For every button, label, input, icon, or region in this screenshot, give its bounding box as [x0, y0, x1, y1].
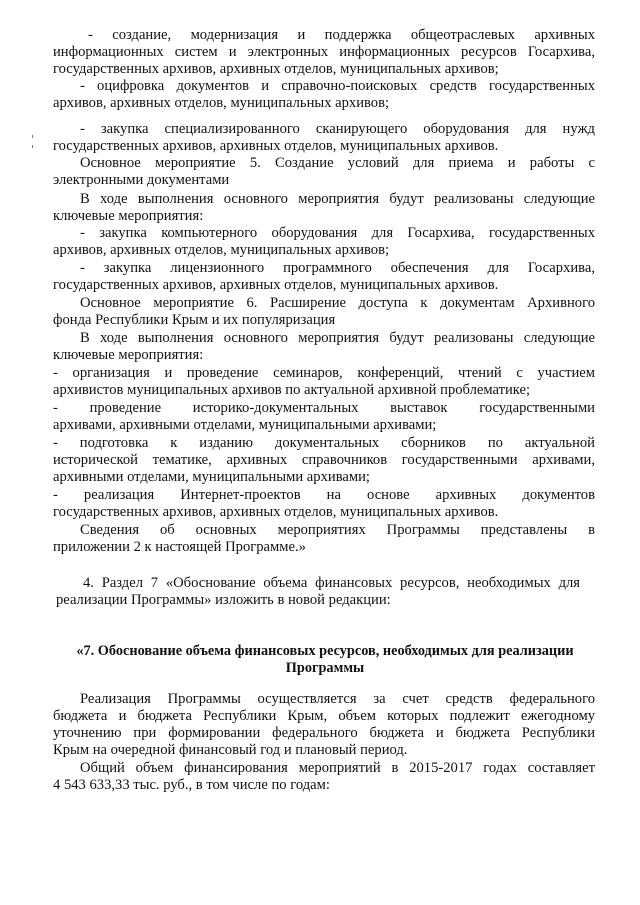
text-line: - проведение историко-документальных выставок государственными: [53, 400, 595, 416]
text-line: государственных архивов, архивных отделов, муниципальных архивов.: [53, 138, 499, 154]
text-line: архивов, архивных отделов, муниципальных архивов;: [53, 95, 390, 111]
text-line: - закупка лицензионного программного обеспечения для Госархива,: [80, 260, 595, 276]
text-line: - закупка специализированного сканирующего оборудования для нужд: [80, 121, 595, 137]
text-line: Основное мероприятие 5. Создание условий для приема и работы с: [80, 155, 595, 171]
text-line: приложении 2 к настоящей Программе.»: [53, 539, 306, 555]
margin-mark: [32, 135, 33, 138]
section-heading: «7. Обоснование объема финансовых ресурсов, необходимых для реализации: [76, 643, 574, 659]
text-line: государственных архивов, архивных отделов, муниципальных архивов.: [53, 504, 499, 520]
text-line: - реализация Интернет-проектов на основе архивных документов: [53, 487, 595, 503]
margin-mark: [32, 145, 33, 148]
text-line: государственных архивов, архивных отделов, муниципальных архивов.: [53, 277, 499, 293]
text-line: уточнению при формировании федерального бюджета и бюджета Республики: [53, 725, 595, 741]
text-line: Реализация Программы осуществляется за счет средств федерального: [80, 691, 595, 707]
text-line: информационных систем и электронных информационных ресурсов Госархива,: [53, 44, 595, 60]
text-line: Основное мероприятие 6. Расширение доступа к документам Архивного: [80, 295, 595, 311]
text-line: государственных архивов, архивных отделов, муниципальных архивов;: [53, 61, 499, 77]
text-line: 4. Раздел 7 «Обоснование объема финансовых ресурсов, необходимых для: [83, 575, 580, 591]
text-line: архивов, архивных отделов, муниципальных архивов;: [53, 242, 390, 258]
text-line: бюджета и бюджета Республики Крым, объем которых подлежит ежегодному: [53, 708, 595, 724]
text-line: - подготовка к изданию документальных сборников по актуальной: [53, 435, 595, 451]
text-line: исторической тематике, архивных справочников государственными архивами,: [53, 452, 595, 468]
text-line: архивными отделами, муниципальными архивами;: [53, 469, 370, 485]
text-line: В ходе выполнения основного мероприятия будут реализованы следующие: [80, 191, 595, 207]
text-line: архивами, архивными отделами, муниципальными архивами;: [53, 417, 437, 433]
text-line: архивистов муниципальных архивов по актуальной архивной проблематике;: [53, 382, 531, 398]
text-line: ключевые мероприятия:: [53, 347, 204, 363]
text-line: В ходе выполнения основного мероприятия будут реализованы следующие: [80, 330, 595, 346]
text-line: электронными документами: [53, 172, 230, 188]
text-line: - оцифровка документов и справочно-поисковых средств государственных: [80, 78, 595, 94]
text-line: - организация и проведение семинаров, конференций, чтений с участием: [53, 365, 595, 381]
section-heading: Программы: [285, 660, 365, 676]
text-line: 4 543 633,33 тыс. руб., в том числе по годам:: [53, 777, 330, 793]
text-line: фонда Республики Крым и их популяризация: [53, 312, 336, 328]
text-line: - создание, модернизация и поддержка общеотраслевых архивных: [88, 27, 595, 43]
text-line: ключевые мероприятия:: [53, 208, 204, 224]
text-line: - закупка компьютерного оборудования для Госархива, государственных: [80, 225, 595, 241]
text-line: Крым на очередной финансовый год и плановый период.: [53, 742, 408, 758]
text-line: Общий объем финансирования мероприятий в 2015-2017 годах составляет: [80, 760, 595, 776]
text-line: реализации Программы» изложить в новой редакции:: [56, 592, 391, 608]
text-line: Сведения об основных мероприятиях Программы представлены в: [80, 522, 595, 538]
